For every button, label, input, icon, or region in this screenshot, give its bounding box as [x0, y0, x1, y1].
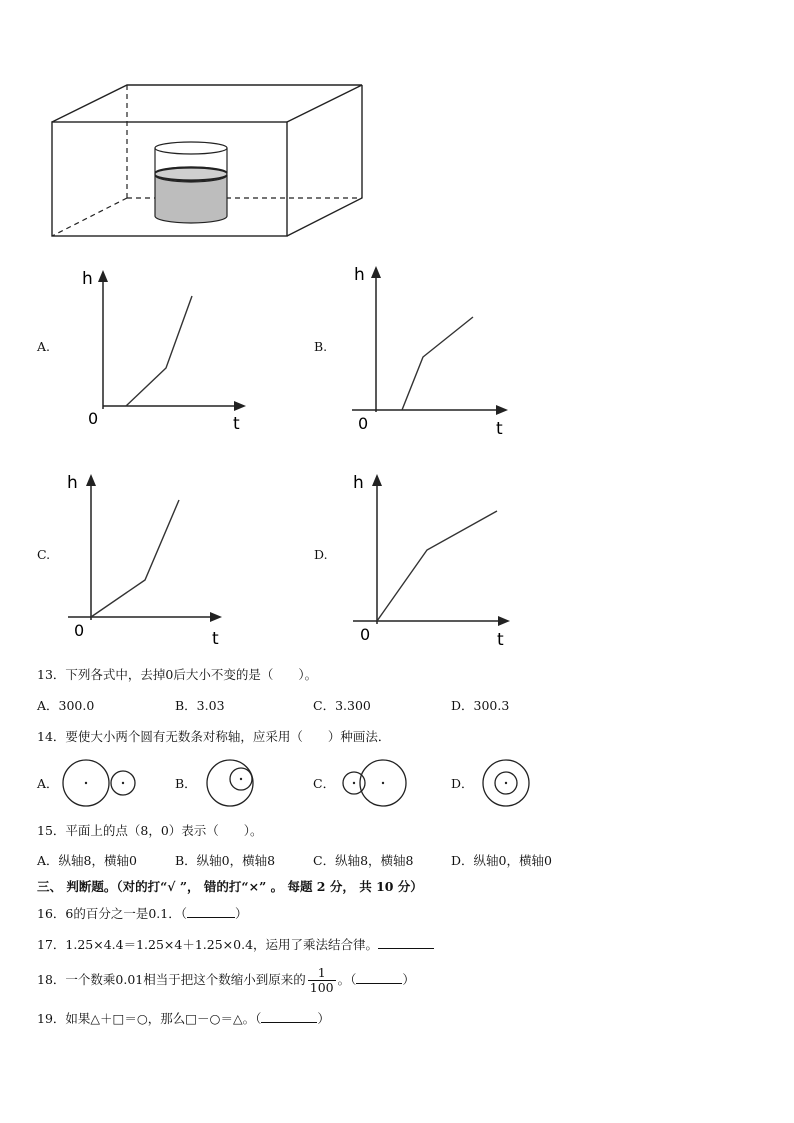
q18-fraction: [308, 966, 336, 995]
q15-option-b: B．纵轴0，横轴8: [175, 853, 276, 868]
q14-circles-a: [60, 757, 140, 809]
q19-answer-blank[interactable]: [261, 1010, 317, 1023]
q16-close: ）: [235, 906, 248, 921]
graph-c-ylabel: h: [67, 473, 78, 493]
q14-option-d: D．: [451, 776, 474, 791]
q17: [37, 936, 434, 953]
q16-text: 16．6的百分之一是0.1．（: [37, 906, 187, 921]
graph-a-origin: 0: [88, 409, 99, 428]
q15-option-d: D．纵轴0，横轴0: [451, 853, 552, 868]
q14-option-c: C．: [313, 776, 336, 791]
graph-c-line: [91, 500, 179, 617]
q18-answer-blank[interactable]: [356, 971, 402, 984]
graph-d-line: [377, 511, 497, 621]
q13-option-d: D．300.3: [451, 698, 510, 713]
graph-a-xlabel: t: [233, 414, 240, 432]
graph-b-ylabel: h: [354, 265, 365, 285]
graph-c-origin: 0: [74, 621, 85, 640]
option-a-letter: A.: [37, 339, 51, 354]
graph-d: [345, 470, 525, 648]
q14-circles-d: [480, 757, 532, 809]
q15-option-a: A．纵轴8，横轴0: [37, 853, 137, 868]
graph-c: [62, 470, 237, 648]
q18-text: 18．一个数乘0.01相当于把这个数缩小到原来的: [37, 972, 306, 987]
box-cylinder-figure: [40, 78, 370, 243]
q18-frac-num: 1: [308, 966, 336, 981]
graph-a-ylabel: h: [82, 269, 93, 289]
q19-close: ）: [317, 1011, 330, 1026]
q18-after: 。（: [337, 972, 357, 987]
q14-option-b: B．: [175, 776, 197, 791]
q13-option-c: C．3.300: [313, 698, 371, 713]
graph-d-origin: 0: [360, 625, 371, 644]
q15-option-c: C．纵轴8，横轴8: [313, 853, 414, 868]
q19: [37, 1010, 330, 1027]
q15-stem: 15．平面上的点（8，0）表示（ ）。: [37, 823, 263, 838]
q14-stem: 14．要使大小两个圆有无数条对称轴，应采用（ ）种画法．: [37, 729, 391, 744]
q13-stem: 13．下列各式中，去掉0后大小不变的是（ ）。: [37, 667, 318, 682]
q16-answer-blank[interactable]: [187, 905, 235, 918]
q17-text: 17．1.25×4.4＝1.25×4＋1.25×0.4，运用了乘法结合律。: [37, 937, 379, 952]
graph-b: [348, 262, 528, 437]
q18: [37, 962, 415, 998]
graph-a-line: [126, 296, 192, 406]
q17-answer-blank[interactable]: [378, 936, 434, 949]
option-b-letter: B.: [314, 339, 328, 354]
q19-text: 19．如果△＋□＝○，那么□－○＝△。（: [37, 1011, 262, 1026]
q14-circles-b: [203, 757, 259, 809]
q14-option-a: A．: [37, 776, 59, 791]
q13-option-b: B．3.03: [175, 698, 225, 713]
q18-frac-den: 100: [309, 980, 334, 995]
q18-close: ）: [402, 972, 415, 987]
graph-b-line: [402, 317, 473, 410]
option-c-letter: C.: [37, 547, 51, 562]
graph-d-ylabel: h: [353, 473, 364, 493]
q13-option-a: A．300.0: [37, 698, 95, 713]
q14-circles-c: [340, 757, 410, 809]
graph-a: [78, 262, 258, 432]
q16: [37, 905, 248, 922]
graph-b-xlabel: t: [496, 419, 503, 437]
option-d-letter: D.: [314, 547, 328, 562]
graph-c-xlabel: t: [212, 629, 219, 648]
cylinder: [155, 142, 227, 223]
graph-b-origin: 0: [358, 414, 369, 433]
section3-heading: 三、 判断题。（对的打“√ ”， 错的打“×” 。 每题 2 分， 共 10 分）: [37, 879, 423, 894]
graph-d-xlabel: t: [497, 630, 504, 648]
